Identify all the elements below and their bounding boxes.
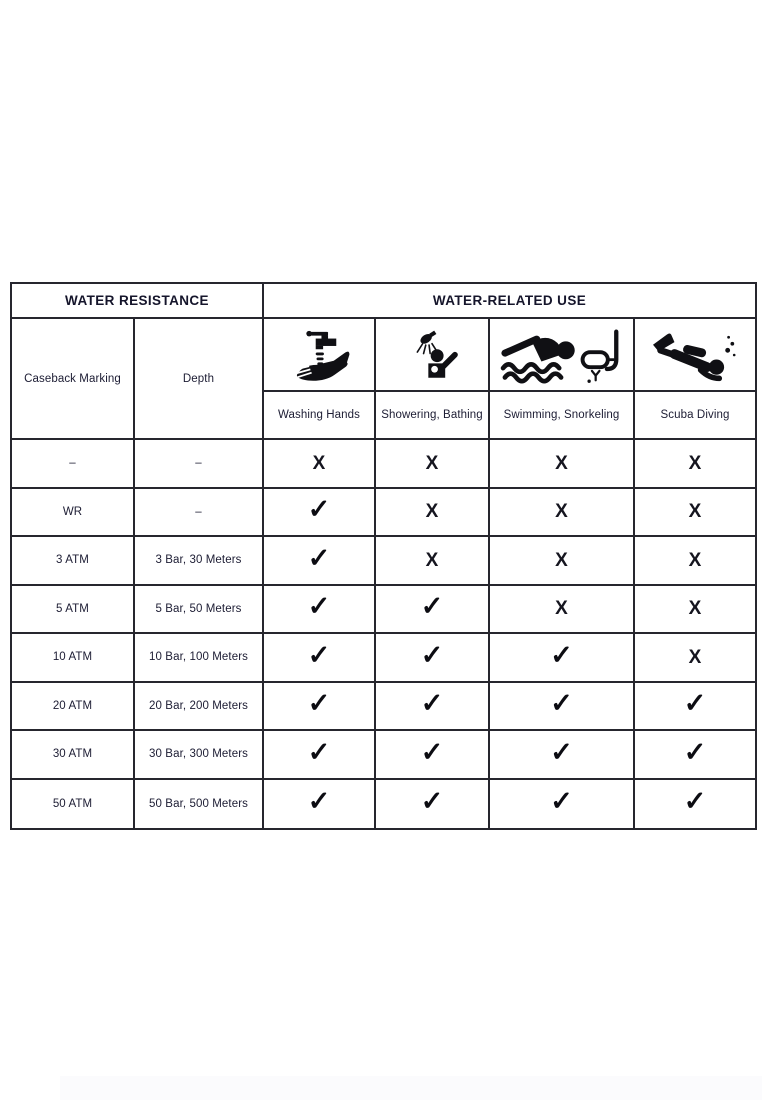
table-row xyxy=(12,440,755,489)
usage-mark: ✓ xyxy=(683,786,707,817)
usage-mark: ✓ xyxy=(490,780,635,829)
usage-mark: ✓ xyxy=(264,586,376,635)
marking-cell: WR xyxy=(12,489,135,538)
washing-hands-icon xyxy=(282,325,356,385)
usage-mark: ✓ xyxy=(264,731,376,780)
swimming-snorkeling-icon xyxy=(496,326,628,384)
page-bottom-tint xyxy=(60,1076,762,1100)
column-header-depth: Depth xyxy=(135,319,264,440)
usage-mark: ✓ xyxy=(264,683,376,732)
marking-cell: 10 ATM xyxy=(12,634,135,683)
marking-cell: – xyxy=(12,440,135,489)
marking-cell: 3 ATM xyxy=(12,537,135,586)
table-row xyxy=(12,489,755,538)
usage-icons-row xyxy=(264,319,755,392)
marking-cell: 30 ATM xyxy=(12,731,135,780)
table-row xyxy=(12,537,755,586)
showering-bathing-icon-cell xyxy=(376,319,490,392)
depth-cell: 20 Bar, 200 Meters xyxy=(135,683,264,732)
usage-mark: X xyxy=(264,440,376,489)
swimming-snorkeling-icon-cell xyxy=(490,319,635,392)
usage-mark: ✓ xyxy=(376,731,490,780)
washing-hands-icon-cell xyxy=(264,319,376,392)
table-row xyxy=(12,634,755,683)
usage-mark: X xyxy=(490,537,635,586)
usage-mark: X xyxy=(376,440,490,489)
depth-cell: 3 Bar, 30 Meters xyxy=(135,537,264,586)
usage-mark: ✓ xyxy=(490,683,635,732)
usage-mark: X xyxy=(635,586,755,635)
table-row xyxy=(12,586,755,635)
usage-labels-row xyxy=(264,392,755,440)
usage-mark: ✓ xyxy=(490,731,635,780)
depth-cell: 10 Bar, 100 Meters xyxy=(135,634,264,683)
usage-mark: ✓ xyxy=(490,634,635,683)
usage-mark: X xyxy=(635,440,755,489)
usage-mark: ✓ xyxy=(376,780,490,829)
usage-mark: ✓ xyxy=(264,537,376,586)
marking-cell: 50 ATM xyxy=(12,780,135,829)
table-row xyxy=(12,731,755,780)
depth-cell: – xyxy=(135,440,264,489)
scuba-diving-icon-cell xyxy=(635,319,755,392)
usage-mark: X xyxy=(376,537,490,586)
water-resistance-table xyxy=(10,282,757,830)
depth-cell: 5 Bar, 50 Meters xyxy=(135,586,264,635)
usage-mark: X xyxy=(490,440,635,489)
usage-mark: ✓ xyxy=(376,586,490,635)
table-header-row xyxy=(12,284,755,319)
table-row xyxy=(12,683,755,732)
usage-mark: X xyxy=(490,586,635,635)
usage-columns-block xyxy=(264,319,755,440)
usage-mark: ✓ xyxy=(264,489,376,538)
usage-mark: ✓ xyxy=(635,683,755,732)
column-header-caseback-marking: Caseback Marking xyxy=(12,319,135,440)
usage-mark: X xyxy=(635,537,755,586)
usage-mark: X xyxy=(376,489,490,538)
scuba-diving-icon xyxy=(647,327,743,383)
usage-mark: ✓ xyxy=(635,731,755,780)
usage-mark: X xyxy=(490,489,635,538)
depth-cell: 30 Bar, 300 Meters xyxy=(135,731,264,780)
header-water-related-use: WATER-RELATED USE xyxy=(264,284,755,319)
usage-mark: X xyxy=(635,634,755,683)
usage-mark: ✓ xyxy=(264,780,376,829)
usage-mark: X xyxy=(635,489,755,538)
usage-mark: ✓ xyxy=(264,634,376,683)
depth-cell: 50 Bar, 500 Meters xyxy=(135,780,264,829)
table-subheader-row xyxy=(12,319,755,440)
label-washing-hands: Washing Hands xyxy=(264,392,376,440)
label-scuba-diving: Scuba Diving xyxy=(635,392,755,440)
label-showering-bathing: Showering, Bathing xyxy=(376,392,490,440)
usage-mark: ✓ xyxy=(376,683,490,732)
marking-cell: 5 ATM xyxy=(12,586,135,635)
header-water-resistance: WATER RESISTANCE xyxy=(12,284,264,319)
table-row xyxy=(12,780,755,829)
depth-cell: – xyxy=(135,489,264,538)
label-swimming-snorkeling: Swimming, Snorkeling xyxy=(490,392,635,440)
showering-bathing-icon xyxy=(399,325,465,385)
marking-cell: 20 ATM xyxy=(12,683,135,732)
usage-mark: ✓ xyxy=(376,634,490,683)
